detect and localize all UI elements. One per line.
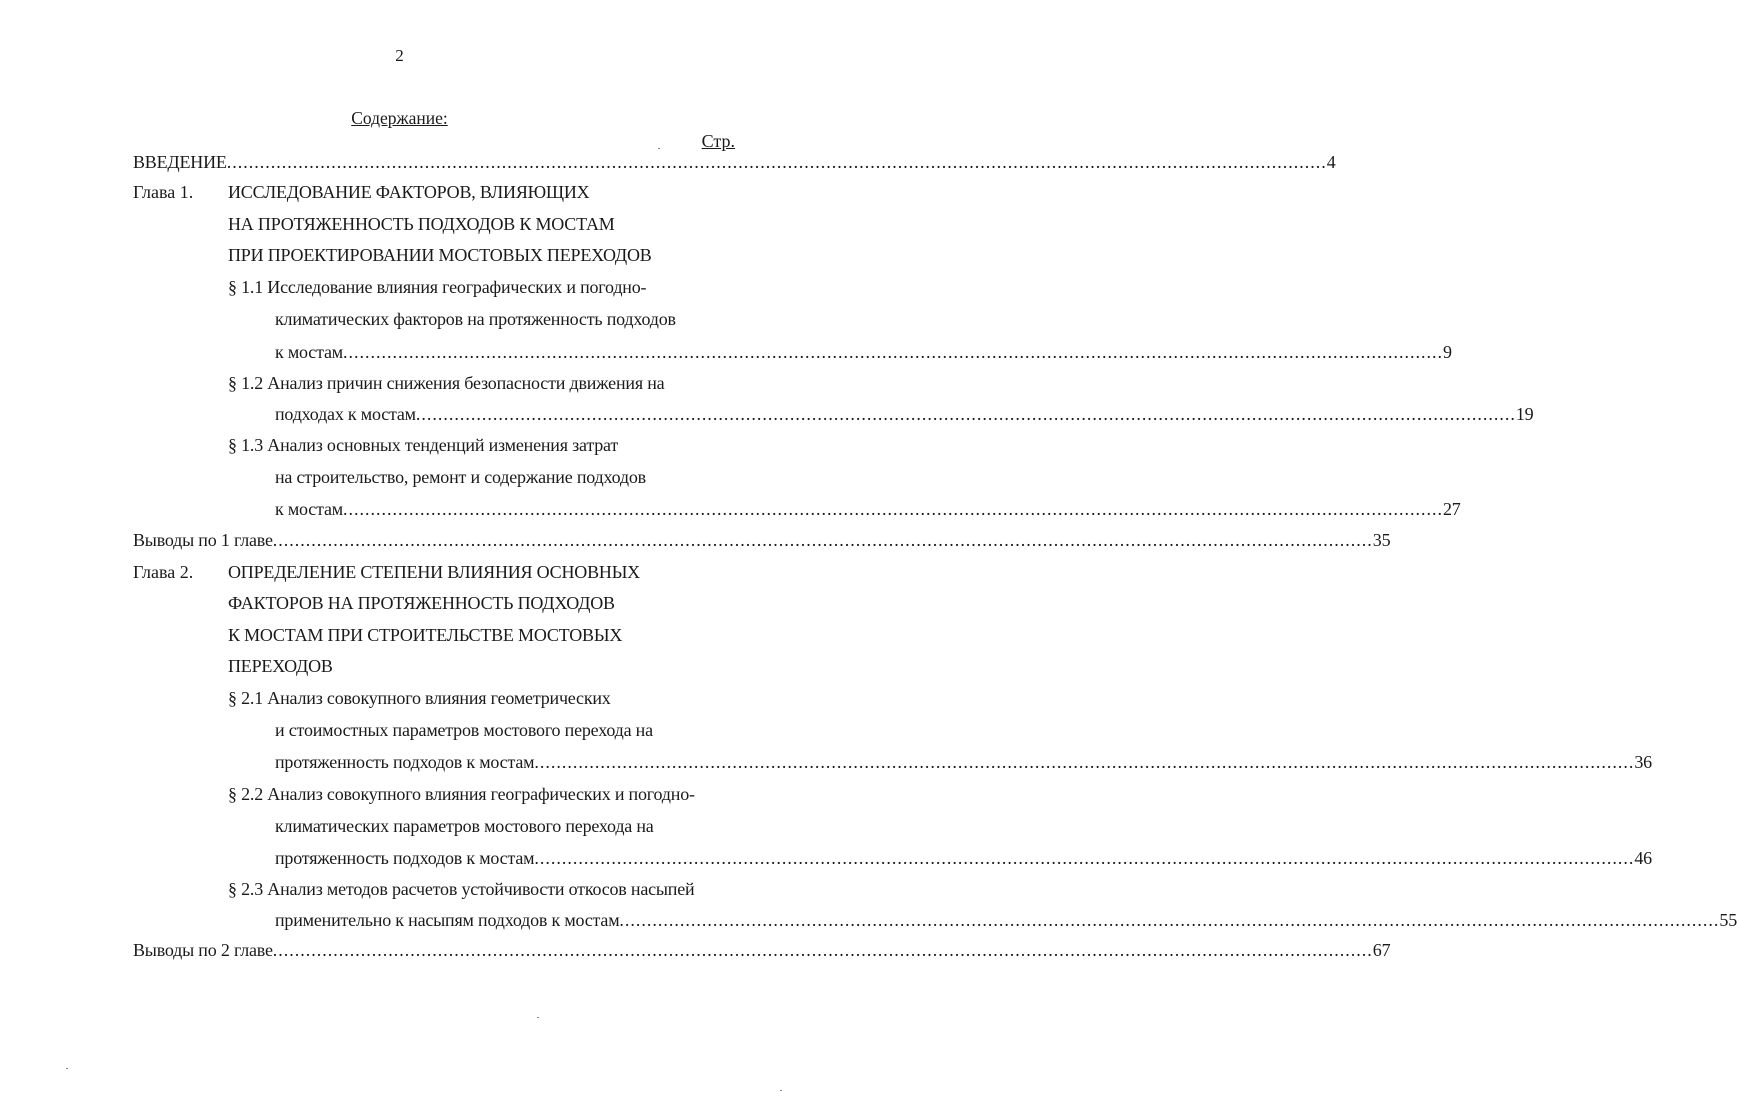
toc-page-number: 67	[1372, 940, 1391, 960]
toc-page-number: 27	[1442, 499, 1461, 519]
toc-entry-text: ПРИ ПРОЕКТИРОВАНИИ МОСТОВЫХ ПЕРЕХОДОВ	[228, 245, 652, 265]
toc-entry-text: § 1.2 Анализ причин снижения безопасности движения на	[228, 373, 665, 393]
page-column-label: Стр.	[701, 131, 735, 151]
toc-entry-text: К МОСТАМ ПРИ СТРОИТЕЛЬСТВЕ МОСТОВЫХ	[228, 625, 623, 645]
toc-entry-text: § 2.2 Анализ совокупного влияния географических и погодно-	[228, 784, 695, 804]
toc-entry-text: ОПРЕДЕЛЕНИЕ СТЕПЕНИ ВЛИЯНИЯ ОСНОВНЫХ	[228, 562, 640, 582]
dot-leader: ........................................................................................................................................................................................................	[415, 404, 1516, 424]
toc-entry-line	[275, 719, 653, 741]
toc-entry-line	[228, 655, 333, 677]
toc-entry-text: § 1.1 Исследование влияния географических и погодно-	[228, 277, 647, 297]
toc-entry-text: ФАКТОРОВ НА ПРОТЯЖЕННОСТЬ ПОДХОДОВ	[228, 593, 615, 613]
toc-entry-text: климатических параметров мостового перехода на	[275, 816, 654, 836]
toc-entry-link[interactable]	[275, 498, 1461, 520]
toc-title: Содержание:	[351, 108, 448, 128]
scan-speck	[658, 148, 660, 149]
chapter-label: Глава 2.	[133, 562, 194, 582]
page-number: 2	[395, 46, 404, 65]
toc-entry-text: на строительство, ремонт и содержание подходов	[275, 467, 646, 487]
toc-entry-text: протяженность подходов к мостам	[275, 848, 535, 868]
toc-entry-text: подходах к мостам	[275, 404, 416, 424]
toc-entry-link[interactable]	[275, 847, 1652, 869]
dot-leader: ........................................................................................................................................................................................................	[342, 499, 1443, 519]
toc-entry-line	[228, 276, 646, 298]
dot-leader: ........................................................................................................................................................................................................	[342, 342, 1443, 362]
toc-entry-line	[275, 466, 646, 488]
toc-entry-link[interactable]	[275, 403, 1534, 425]
toc-entry-text: § 2.3 Анализ методов расчетов устойчивости откосов насыпей	[228, 879, 695, 899]
toc-entry-text: § 2.1 Анализ совокупного влияния геометрических	[228, 688, 611, 708]
toc-entry-text: Выводы по 1 главе	[133, 530, 273, 550]
toc-entry-line	[228, 434, 618, 456]
toc-page-number: 19	[1515, 404, 1534, 424]
toc-entry-text: ИССЛЕДОВАНИЕ ФАКТОРОВ, ВЛИЯЮЩИХ	[228, 182, 590, 202]
dot-leader: ........................................................................................................................................................................................................	[619, 910, 1720, 930]
toc-entry-link[interactable]	[133, 151, 1336, 173]
toc-entry-text: к мостам	[275, 499, 343, 519]
toc-entry-line	[275, 815, 654, 837]
toc-entry-text: Выводы по 2 главе	[133, 940, 273, 960]
toc-entry-line	[228, 783, 695, 805]
toc-page-number: 4	[1326, 152, 1336, 172]
toc-entry-line	[228, 878, 694, 900]
toc-entry-text: применительно к насыпям подходов к мостам	[275, 910, 620, 930]
dot-leader: ........................................................................................................................................................................................................	[534, 848, 1635, 868]
toc-entry-link[interactable]	[275, 341, 1452, 363]
dot-leader: ........................................................................................................................................................................................................	[534, 752, 1635, 772]
toc-page-number: 35	[1372, 530, 1391, 550]
dot-leader: ........................................................................................................................................................................................................	[272, 530, 1373, 550]
dot-leader: ........................................................................................................................................................................................................	[272, 940, 1373, 960]
toc-entry-line	[228, 624, 622, 646]
toc-entry-text: НА ПРОТЯЖЕННОСТЬ ПОДХОДОВ К МОСТАМ	[228, 214, 615, 234]
toc-entry-link[interactable]	[133, 529, 1391, 551]
toc-entry-text: к мостам	[275, 342, 343, 362]
toc-entry-line	[228, 372, 664, 394]
toc-entry-line	[228, 244, 652, 266]
toc-entry-text: ВВЕДЕНИЕ	[133, 152, 227, 172]
toc-page-number: 46	[1634, 848, 1652, 868]
toc-entry-text: ПЕРЕХОДОВ	[228, 656, 333, 676]
toc-entry-text: протяженность подходов к мостам	[275, 752, 535, 772]
toc-entry-line	[228, 687, 611, 709]
toc-entry-line	[228, 561, 640, 583]
dot-leader: ........................................................................................................................................................................................................	[226, 152, 1327, 172]
scan-speck	[66, 1068, 68, 1069]
chapter-label: Глава 1.	[133, 182, 194, 202]
toc-page-number: 55	[1719, 910, 1737, 930]
toc-page-number: 36	[1634, 752, 1652, 772]
toc-entry-line	[228, 181, 589, 203]
toc-entry-text: § 1.3 Анализ основных тенденций изменения затрат	[228, 435, 619, 455]
scan-speck	[537, 1017, 539, 1018]
toc-entry-text: климатических факторов на протяженность подходов	[275, 309, 676, 329]
toc-entry-line	[275, 308, 676, 330]
toc-entry-line	[228, 592, 615, 614]
toc-entry-link[interactable]	[275, 751, 1652, 773]
toc-entry-line	[228, 213, 615, 235]
scan-speck	[780, 1090, 782, 1091]
toc-entry-link[interactable]	[275, 909, 1737, 931]
toc-entry-text: и стоимостных параметров мостового перехода на	[275, 720, 653, 740]
toc-entry-link[interactable]	[133, 939, 1391, 961]
toc-page-number: 9	[1442, 342, 1452, 362]
